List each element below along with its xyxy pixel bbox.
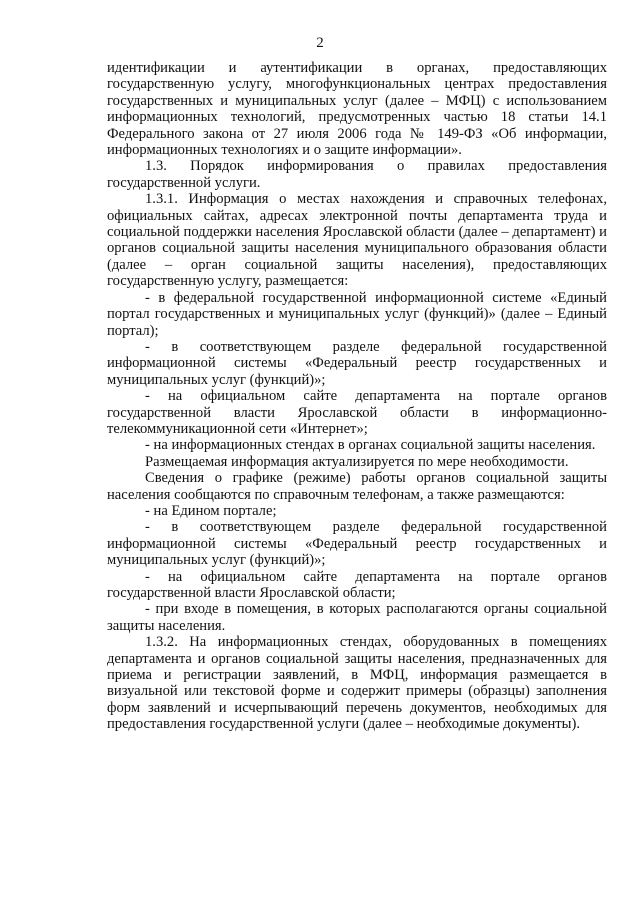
list-item: - при входе в помещения, в которых располагаются органы социальной защиты населения. xyxy=(107,601,607,634)
paragraph: 1.3. Порядок информирования о правилах предоставления государственной услуги. xyxy=(107,158,607,191)
paragraph: идентификации и аутентификации в органах, предоставляющих государственную услугу, многофункциональных центрах предоставления государственных и муниципальных услуг (далее – МФЦ) с использованием информационных технологий, предусмотренных частью 18 статьи 14.1 Федерального закона от 27 июля 2006 года № 149-ФЗ «Об информации, информационных технологиях и о защите информации». xyxy=(107,60,607,159)
paragraph: 1.3.2. На информационных стендах, оборудованных в помещениях департамента и органов социальной защиты населения, предназначенных для приема и регистрации заявлений, в МФЦ, информация размещается в визуальной или текстовой форме и содержит примеры (образцы) заполнения форм заявлений и исчерпывающий перечень документов, необходимых для предоставления государственной услуги (далее – необходимые документы). xyxy=(107,634,607,733)
list-item: - на официальном сайте департамента на портале органов государственной власти Ярославской области в информационно-телекоммуникационной сети «Интернет»; xyxy=(107,388,607,437)
list-item: - в соответствующем разделе федеральной государственной информационной системы «Федеральный реестр государственных и муниципальных услуг (функций)»; xyxy=(107,338,607,388)
paragraph: 1.3.1. Информация о местах нахождения и справочных телефонах, официальных сайтах, адресах электронной почты департамента труда и социальной поддержки населения Ярославской области (далее – департамент) и органов социальной защиты населения муниципального образования области (далее – орган социальной защиты населения), предоставляющих государственную услугу, размещается: xyxy=(107,191,607,290)
page-number: 2 xyxy=(316,35,324,51)
list-item: - на информационных стендах в органах социальной защиты населения. xyxy=(145,437,596,454)
list-item: - в федеральной государственной информационной системе «Единый портал государственных и муниципальных услуг (функций)» (далее – Единый портал); xyxy=(107,289,607,339)
paragraph: Размещаемая информация актуализируется по мере необходимости. xyxy=(145,453,569,470)
list-item: - на Едином портале; xyxy=(145,502,277,519)
document-body xyxy=(107,60,607,733)
list-item: - в соответствующем разделе федеральной государственной информационной системы «Федеральный реестр государственных и муниципальных услуг (функций)»; xyxy=(107,519,607,569)
list-item: - на официальном сайте департамента на портале органов государственной власти Ярославской области; xyxy=(107,568,607,601)
paragraph: Сведения о графике (режиме) работы органов социальной защиты населения сообщаются по справочным телефонам, а также размещаются: xyxy=(107,470,607,503)
